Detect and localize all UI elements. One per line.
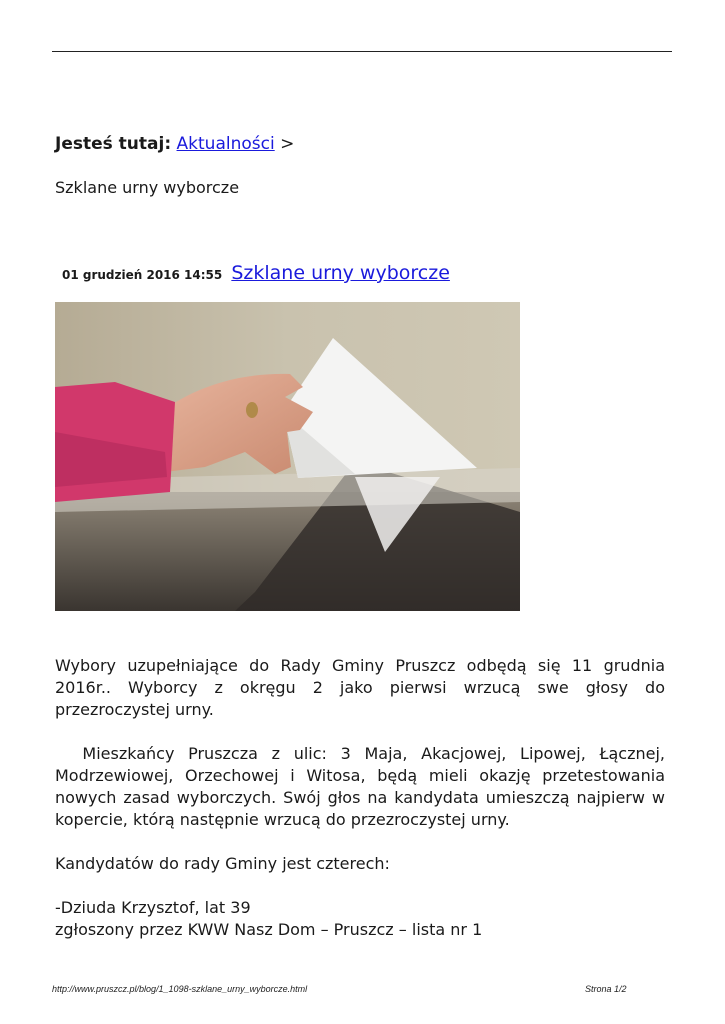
article-title-link[interactable]: Szklane urny wyborcze bbox=[231, 262, 450, 284]
footer-page-number: Strona 1/2 bbox=[585, 984, 627, 994]
breadcrumb bbox=[55, 134, 294, 154]
breadcrumb-separator: > bbox=[280, 134, 295, 154]
candidate-name: -Dziuda Krzysztof, lat 39 bbox=[55, 898, 251, 917]
page-subtitle: Szklane urny wyborcze bbox=[55, 178, 240, 197]
article-date: 01 grudzień 2016 14:55 bbox=[62, 268, 223, 282]
article-paragraph-1: Wybory uzupełniające do Rady Gminy Pruszcz odbędą się 11 grudnia 2016r.. Wyborcy z okręgu 2 jako pierwsi wrzucą swe głosy do przezroczystej urny. bbox=[55, 656, 665, 719]
article-paragraph-3: Kandydatów do rady Gminy jest czterech: bbox=[55, 854, 390, 873]
footer-url: http://www.pruszcz.pl/blog/1_1098-szklane_urny_wyborcze.html bbox=[52, 984, 308, 994]
breadcrumb-link-aktualnosci[interactable]: Aktualności bbox=[176, 134, 275, 154]
article-paragraph-2: Mieszkańcy Pruszcza z ulic: 3 Maja, Akacjowej, Lipowej, Łącznej, Modrzewiowej, Orzechowej i Witosa, będą mieli okazję przetestowania nowych zasad wyborczych. Swój głos na kandydata umieszczą najpierw w kopercie, którą następnie wrzucą do przezroczystej urny. bbox=[55, 744, 671, 829]
candidate-note: zgłoszony przez KWW Nasz Dom – Pruszcz – lista nr 1 bbox=[55, 920, 483, 939]
article-photo bbox=[55, 302, 520, 611]
breadcrumb-label: Jesteś tutaj: bbox=[55, 134, 172, 154]
article-body bbox=[55, 655, 671, 941]
article-meta bbox=[62, 262, 450, 284]
header-rule bbox=[52, 51, 672, 52]
